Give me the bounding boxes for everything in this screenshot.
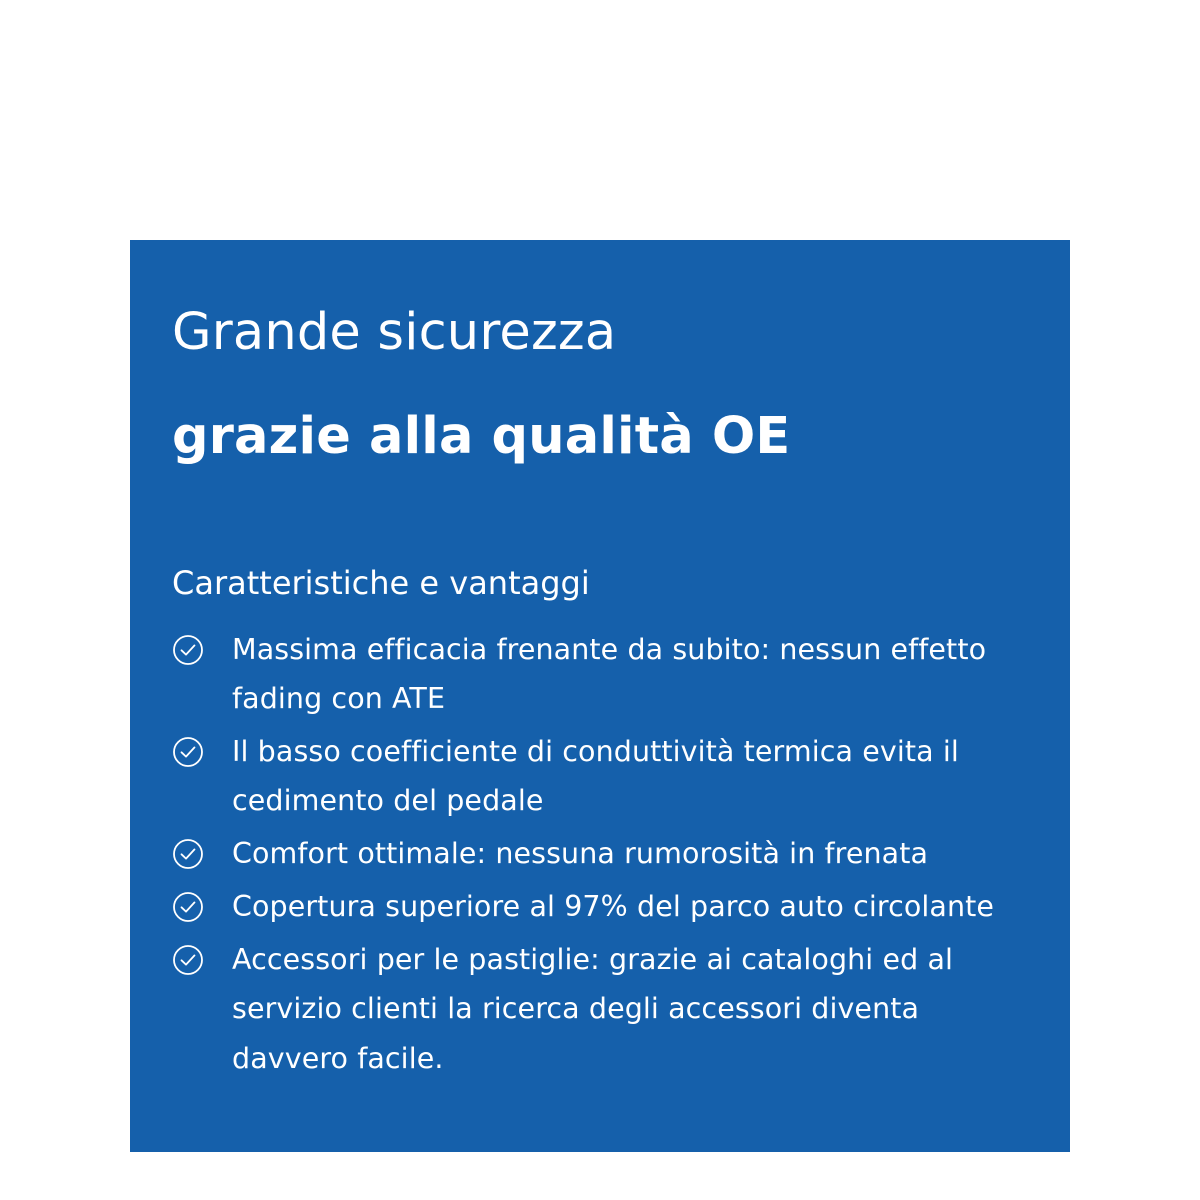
list-item [172, 882, 1008, 931]
headline-secondary: grazie alla qualità OE [172, 407, 791, 467]
feature-text: Massima efficacia frenante da subito: nessun effetto fading con ATE [232, 633, 987, 716]
check-circle-icon [172, 736, 204, 768]
feature-text: Copertura superiore al 97% del parco auto circolante [232, 890, 995, 924]
feature-list [172, 625, 1008, 1082]
feature-text: Accessori per le pastiglie: grazie ai cataloghi ed al servizio clienti la ricerca degli accessori diventa davvero facile. [232, 943, 954, 1075]
list-item [172, 625, 1008, 723]
promo-card [130, 240, 1070, 1152]
check-circle-icon [172, 634, 204, 666]
list-item [172, 829, 1008, 878]
check-circle-icon [172, 944, 204, 976]
feature-text: Comfort ottimale: nessuna rumorosità in frenata [232, 837, 929, 871]
list-item [172, 935, 1008, 1082]
section-title: Caratteristiche e vantaggi [172, 564, 590, 603]
feature-text: Il basso coefficiente di conduttività termica evita il cedimento del pedale [232, 735, 959, 818]
list-item [172, 727, 1008, 825]
headline-primary: Grande sicurezza [172, 303, 617, 362]
check-circle-icon [172, 838, 204, 870]
check-circle-icon [172, 891, 204, 923]
